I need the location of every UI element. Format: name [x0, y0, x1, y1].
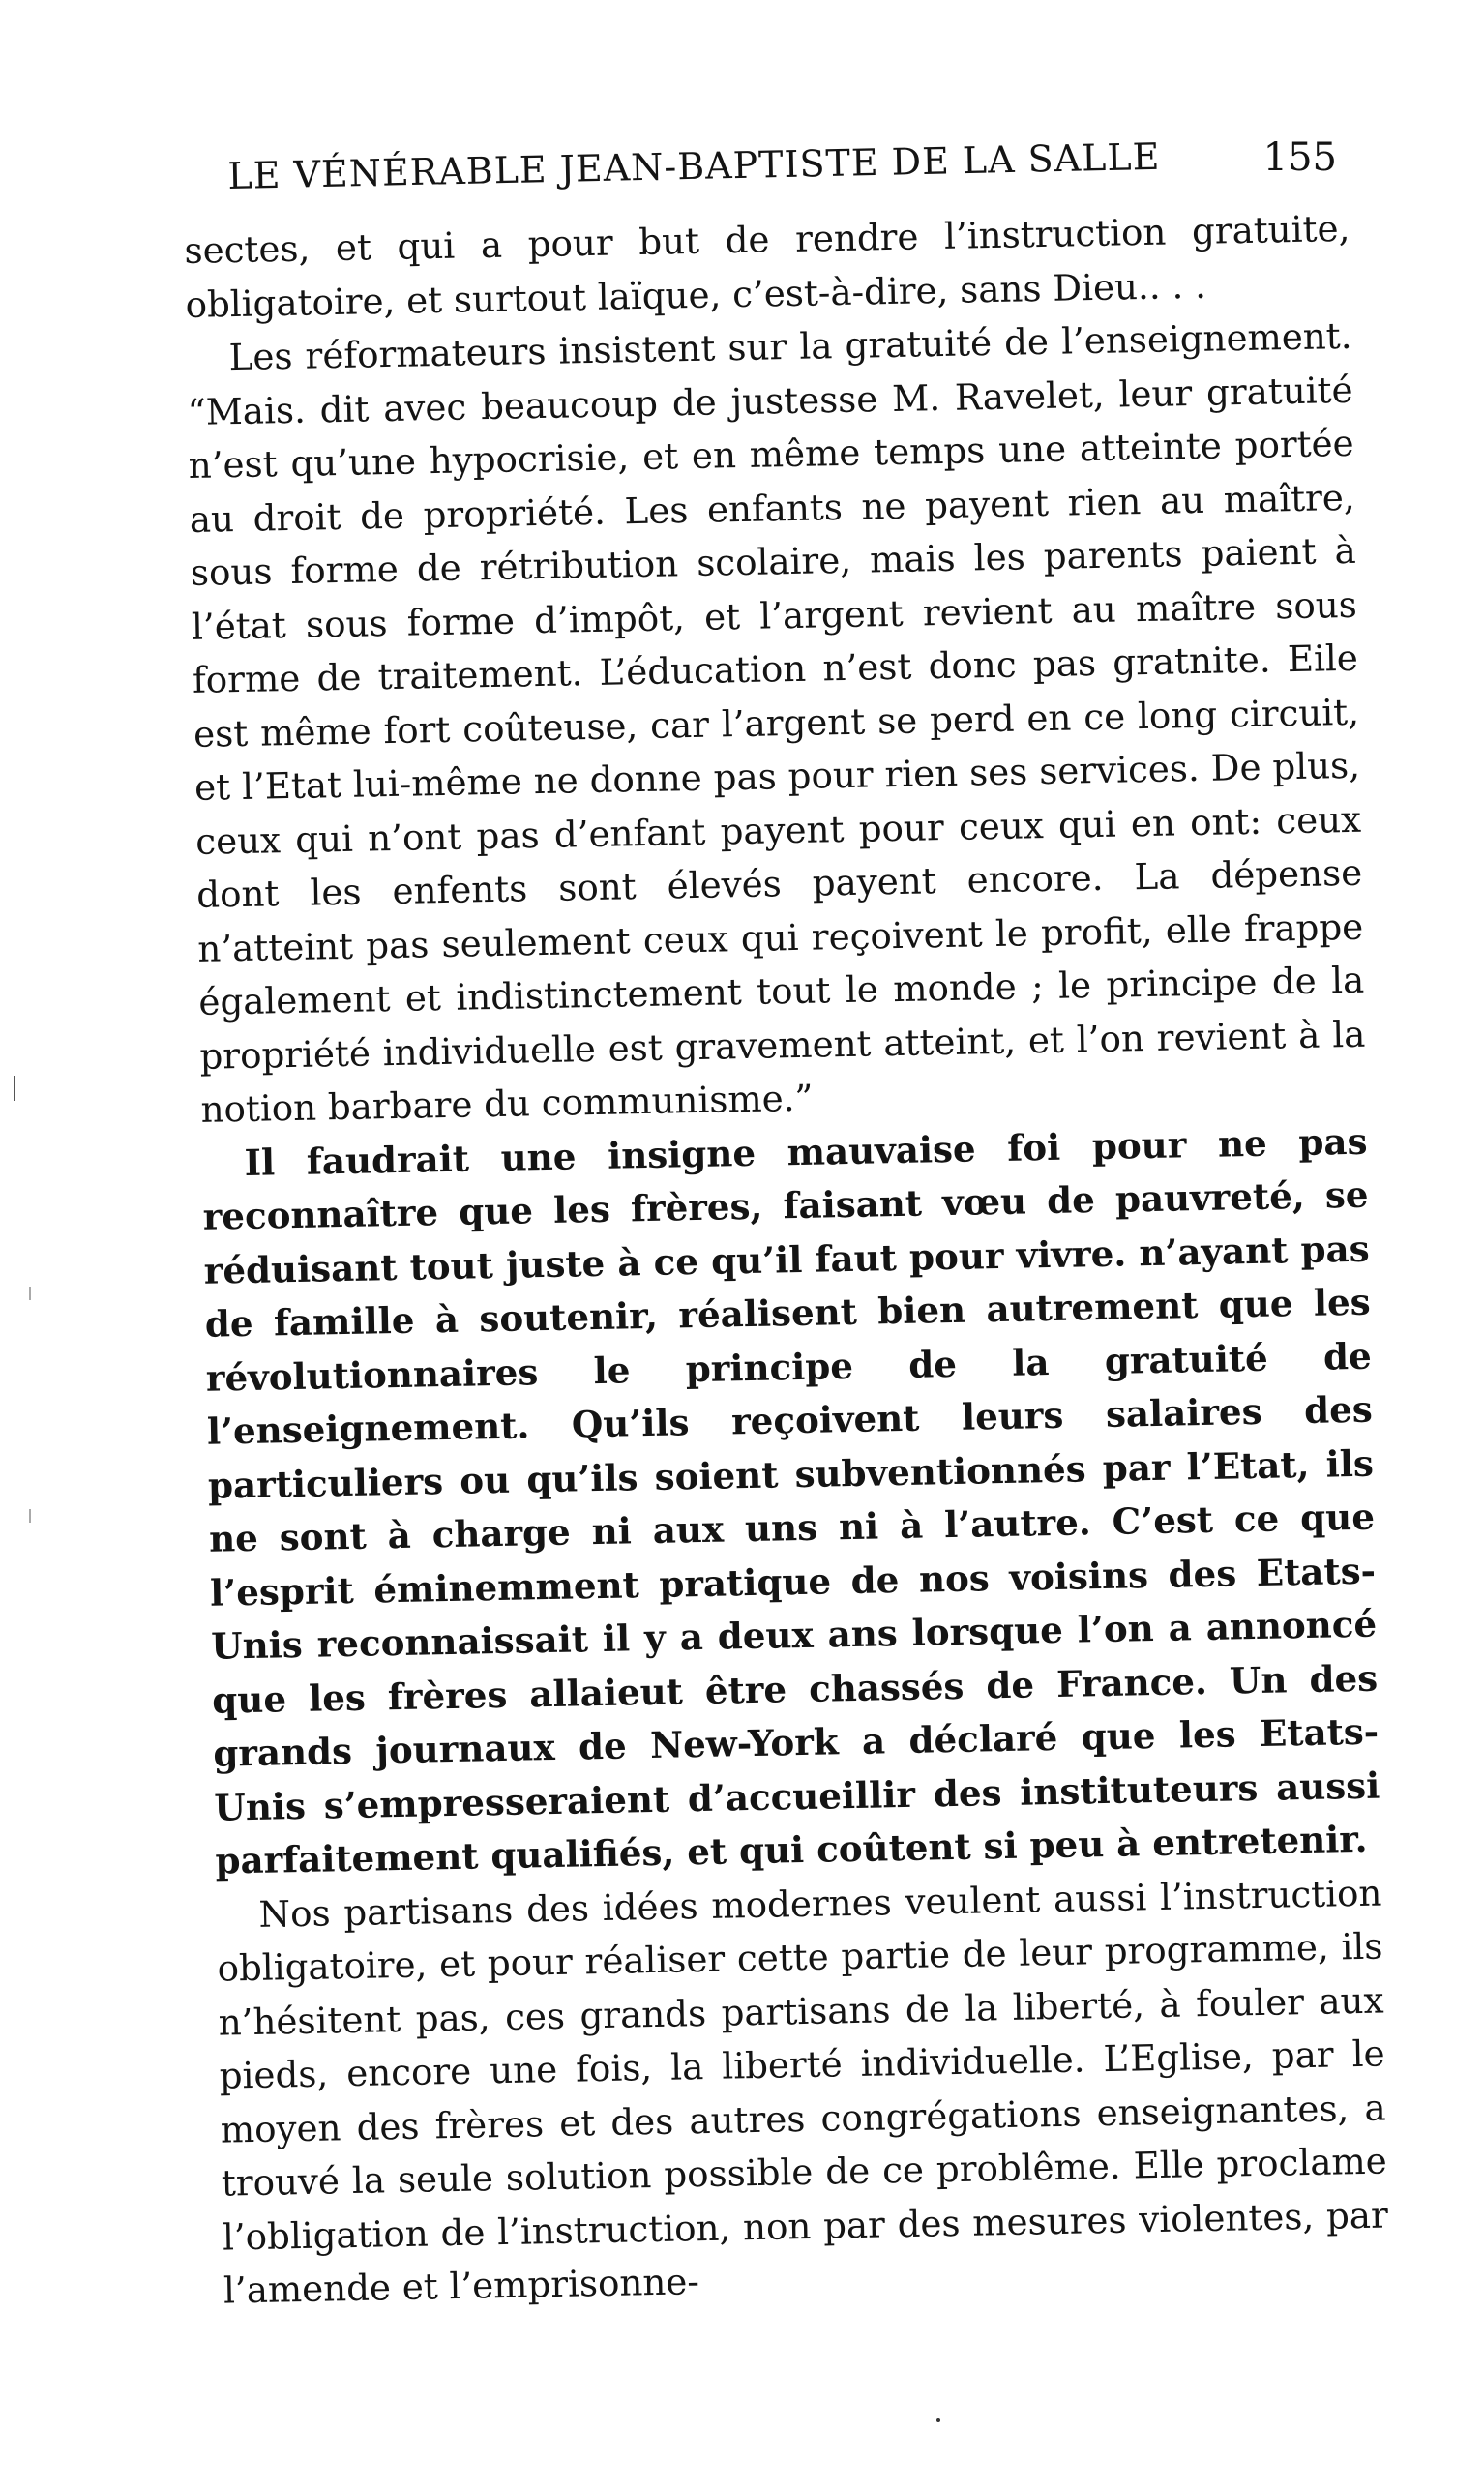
paragraph: Il faudrait une insigne mauvaise foi pour ne pas reconnaître que les frères, faisant vœu de pauvreté, se réduisant tout juste à ce qu’il faut pour vivre. n’ayant pas de famille à soutenir, réalisent bien autrement que les révolutionnaires le principe de la gratuité de l’enseignement. Qu’ils reçoivent leurs salaires des particuliers ou qu’ils soient subventionnés par l’Etat, ils ne sont à charge ni aux uns ni à l’autre. C’est ce que l’esprit éminemment pratique de nos voisins des Etats-Unis reconnaissait il y a deux ans lorsque l’on a annoncé que les frères allaieut être chassés de France. Un des grands journaux de New-York a déclaré que les Etats-Unis s’empresseraient d’accueillir des instituteurs aussi parfaitement qualifiés, et qui coûtent si peu à entretenir.	[202, 1119, 1380, 1882]
margin-mark	[29, 1287, 31, 1300]
page-header	[228, 135, 1350, 203]
paragraph: sectes, et qui a pour but de rendre l’instruction gratuite, obligatoire, et surtout laïque, c’est-à-dire, sans Dieu.. . .	[184, 206, 1350, 326]
running-title: LE VÉNÉRABLE JEAN-BAPTISTE DE LA SALLE	[227, 134, 1161, 197]
paragraph: Nos partisans des idées modernes veulent aussi l’instruction obligatoire, et pour réaliser cette partie de leur programme, ils n’hésitent pas, ces grands partisans de la liberté, à fouler aux pieds, encore une fois, la liberté individuelle. L’Eglise, par le moyen des frères et des autres congrégations enseignantes, a trouvé la seule solution possible de ce problême. Elle proclame l’obligation de l’instruction, non par des mesures violentes, par l’amende et l’emprisonne-	[217, 1871, 1389, 2312]
body-text	[184, 202, 1391, 2382]
ink-speck	[936, 2418, 940, 2422]
margin-mark	[14, 1076, 15, 1101]
paragraph: Les réformateurs insistent sur la gratuité de l’enseignement. “Mais. dit avec beaucoup de justesse M. Ravelet, leur gratuité n’est qu’une hypocrisie, et en même temps une atteinte portée au droit de propriété. Les enfants ne payent rien au maître, sous forme de rétribution scolaire, mais les parents paient à l’état sous forme d’impôt, et l’argent revient au maître sous forme de traitement. L’éducation n’est donc pas gratnite. Eile est même fort coûteuse, car l’argent se perd en ce long circuit, et l’Etat lui-même ne donne pas pour rien ses services. De plus, ceux qui n’ont pas d’enfant payent pour ceux qui en ont: ceux dont les enfents sont élevés payent encore. La dépense n’atteint pas seulement ceux qui reçoivent le profit, elle frappe également et indistinctement tout le monde ; le principe de la propriété individuelle est gravement atteint, et l’on revient à la notion barbare du communisme.”	[187, 313, 1366, 1131]
page-number: 155	[1262, 135, 1337, 180]
margin-mark	[29, 1509, 31, 1523]
